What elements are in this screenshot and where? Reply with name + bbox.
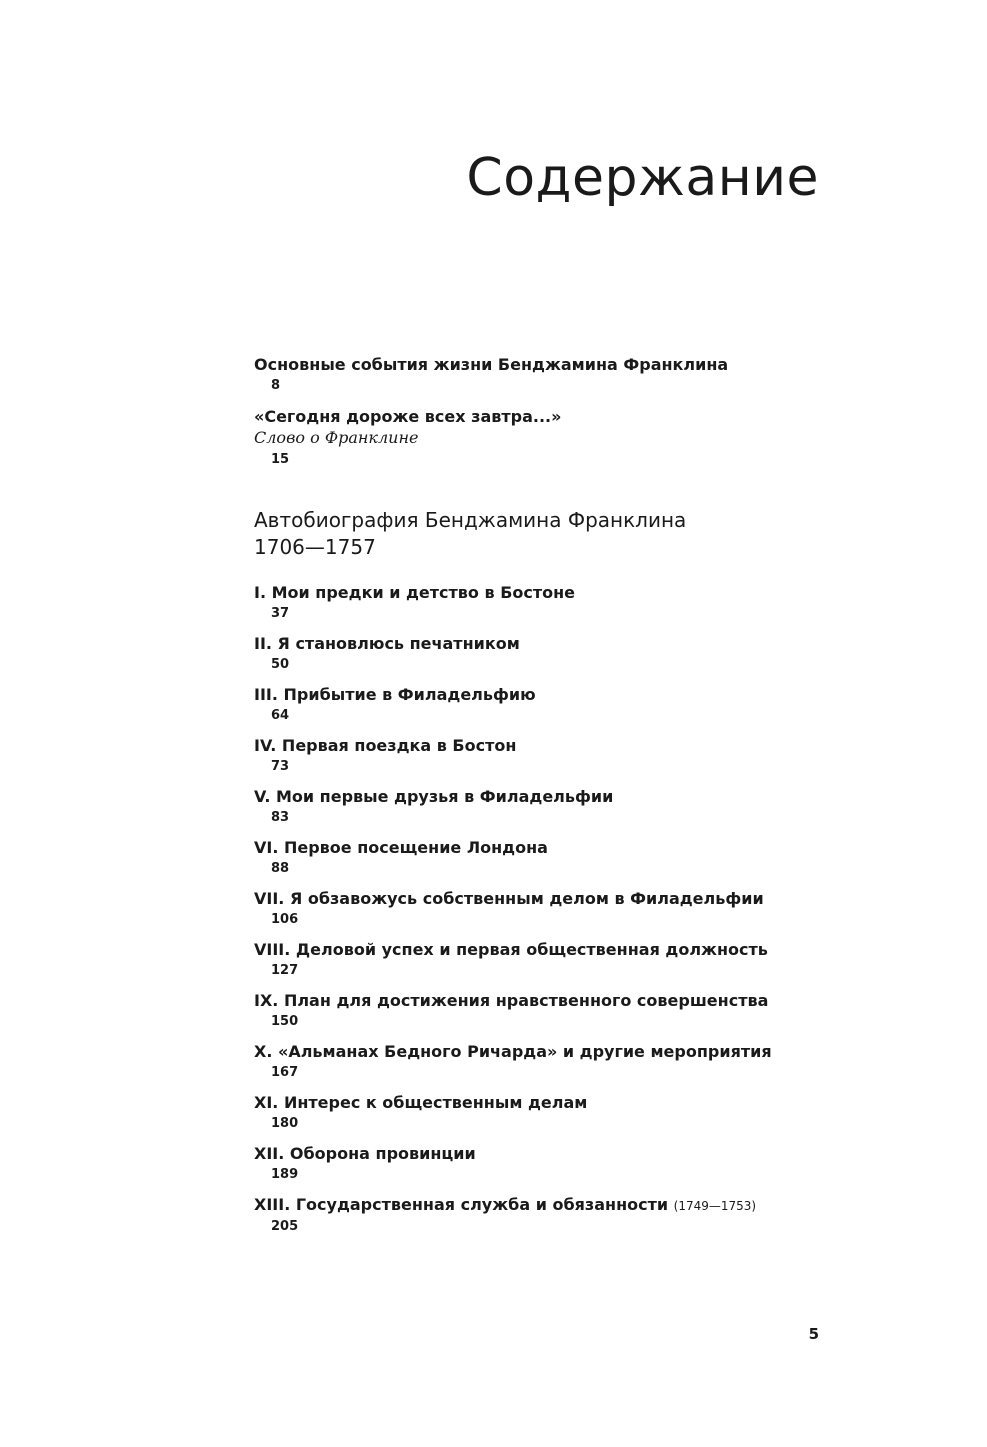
section-heading (254, 507, 854, 561)
toc-entry-page: 15 (271, 452, 290, 467)
table-of-contents (254, 355, 854, 1247)
chapter-page: 205 (271, 1219, 299, 1234)
chapter-entry[interactable] (254, 634, 854, 676)
chapter-title: VII. Я обзавожусь собственным делом в Филадельфии (254, 889, 764, 908)
chapter-page: 83 (271, 810, 290, 825)
chapter-title: IX. План для достижения нравственного совершенства (254, 991, 769, 1010)
chapter-page: 127 (271, 963, 299, 978)
chapter-entry[interactable] (254, 940, 854, 982)
chapter-title: VI. Первое посещение Лондона (254, 838, 548, 857)
toc-entry-title: Основные события жизни Бенджамина Франклина (254, 355, 729, 374)
page-title: Содержание (466, 148, 819, 208)
toc-entry-subtitle: Слово о Франклине (254, 428, 419, 447)
chapter-entry[interactable] (254, 1195, 854, 1238)
section-heading-years: 1706—1757 (254, 535, 376, 559)
chapter-entry[interactable] (254, 991, 854, 1033)
chapter-title: V. Мои первые друзья в Филадельфии (254, 787, 614, 806)
page-number: 5 (808, 1325, 819, 1343)
toc-entry[interactable] (254, 407, 854, 471)
chapter-page: 64 (271, 708, 290, 723)
chapter-entry[interactable] (254, 838, 854, 880)
chapter-title: III. Прибытие в Филадельфию (254, 685, 536, 704)
chapter-entry[interactable] (254, 889, 854, 931)
chapter-entry[interactable] (254, 1093, 854, 1135)
chapter-page: 150 (271, 1014, 299, 1029)
chapter-title: X. «Альманах Бедного Ричарда» и другие мероприятия (254, 1042, 772, 1061)
chapter-title: VIII. Деловой успех и первая общественная должность (254, 940, 768, 959)
chapter-entry[interactable] (254, 1042, 854, 1084)
chapter-page: 189 (271, 1167, 299, 1182)
chapter-title: XII. Оборона провинции (254, 1144, 476, 1163)
chapter-title: IV. Первая поездка в Бостон (254, 736, 517, 755)
chapter-entry[interactable] (254, 736, 854, 778)
chapter-title: I. Мои предки и детство в Бостоне (254, 583, 576, 602)
chapter-page: 37 (271, 606, 290, 621)
chapter-title-line (254, 1195, 854, 1216)
chapter-entry[interactable] (254, 787, 854, 829)
toc-entry-page: 8 (271, 378, 281, 393)
section-heading-title: Автобиография Бенджамина Франклина (254, 508, 687, 532)
chapter-list (254, 583, 854, 1238)
chapter-page: 73 (271, 759, 290, 774)
chapter-page: 50 (271, 657, 290, 672)
chapter-page: 167 (271, 1065, 299, 1080)
chapter-entry[interactable] (254, 583, 854, 625)
chapter-entry[interactable] (254, 685, 854, 727)
toc-entry[interactable] (254, 355, 854, 397)
chapter-title: II. Я становлюсь печатником (254, 634, 520, 653)
chapter-page: 180 (271, 1116, 299, 1131)
chapter-entry[interactable] (254, 1144, 854, 1186)
chapter-title-dates: (1749—1753) (673, 1199, 757, 1213)
toc-entry-title: «Сегодня дороже всех завтра...» (254, 407, 562, 426)
chapter-page: 106 (271, 912, 299, 927)
chapter-title: XIII. Государственная служба и обязанности (254, 1195, 669, 1214)
chapter-page: 88 (271, 861, 290, 876)
chapter-title: XI. Интерес к общественным делам (254, 1093, 588, 1112)
